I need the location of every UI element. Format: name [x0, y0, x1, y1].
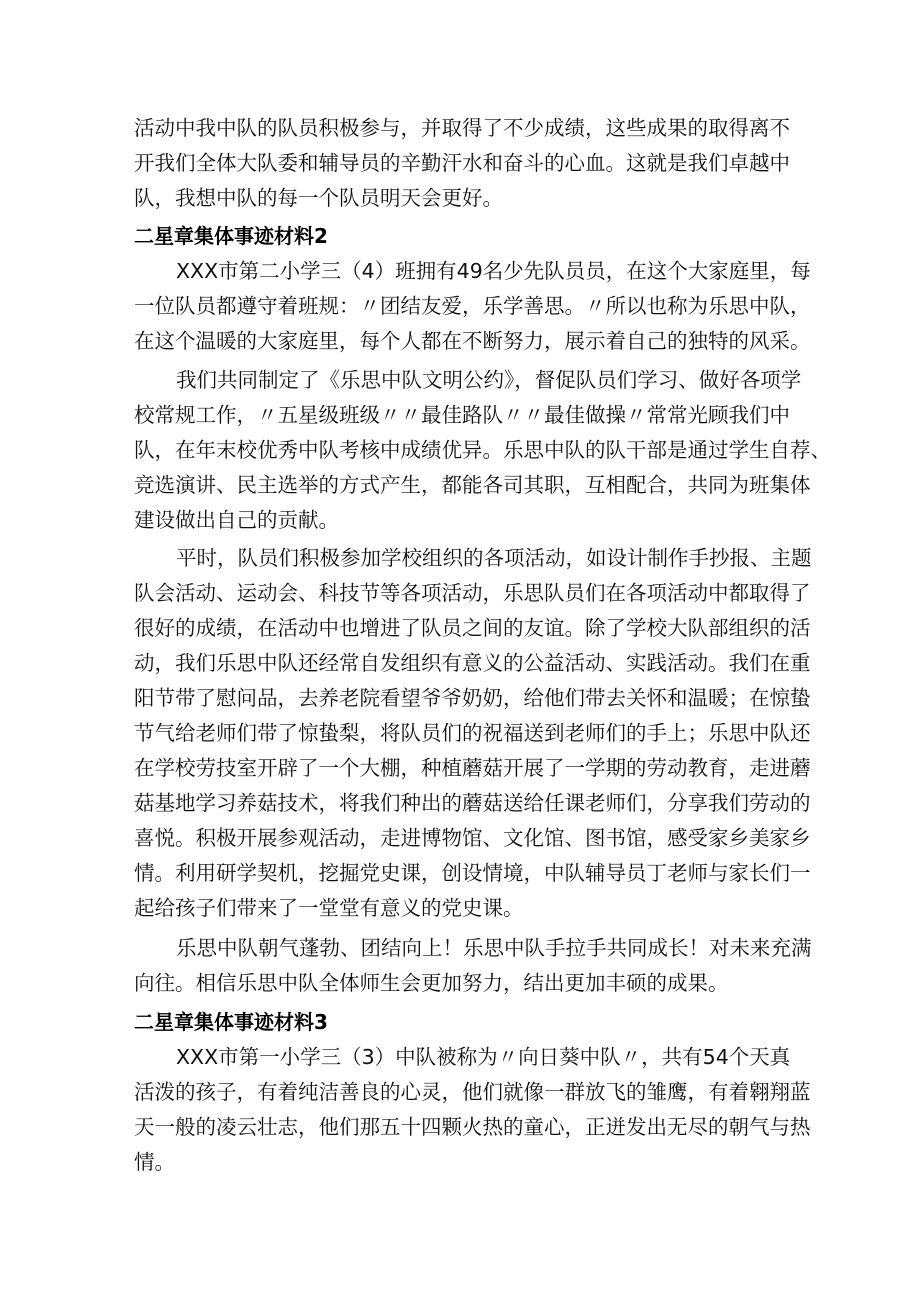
paragraph-line: 起给孩子们带来了一堂堂有意义的党史课。: [134, 896, 524, 920]
paragraph-line: 动，我们乐思中队还经常自发组织有意义的公益活动、实践活动。我们在重: [134, 651, 811, 675]
paragraph-line: 活动中我中队的队员积极参与，并取得了不少成绩，这些成果的取得离不: [134, 116, 790, 140]
paragraph-line: 竞选演讲、民主选举的方式产生，都能各司其职，互相配合，共同为班集体: [134, 473, 811, 497]
paragraph-line: 乐思中队朝气蓬勃、团结向上！乐思中队手拉手共同成长！对未来充满: [176, 936, 812, 960]
paragraph-line: 情。: [134, 1150, 175, 1174]
paragraph-line: XXX市第一小学三（3）中队被称为〃向日葵中队〃，共有54个天真: [176, 1045, 791, 1069]
paragraph-line: 阳节带了慰问品，去养老院看望爷爷奶奶，给他们带去关怀和温暖；在惊蛰: [134, 686, 811, 710]
paragraph-line: 我们共同制定了《乐思中队文明公约》，督促队员们学习、做好各项学: [176, 368, 802, 392]
paragraph-line: 开我们全体大队委和辅导员的辛勤汗水和奋斗的心血。这就是我们卓越中: [134, 151, 790, 175]
section-heading: 二星章集体事迹材料2: [134, 224, 328, 248]
paragraph-line: 向往。相信乐思中队全体师生会更加努力，结出更加丰硕的成果。: [134, 971, 729, 995]
paragraph-line: 活泼的孩子，有着纯洁善良的心灵，他们就像一群放飞的雏鹰，有着翱翔蓝: [134, 1080, 811, 1104]
paragraph-line: 一位队员都遵守着班规：〃团结友爱，乐学善思。〃所以也称为乐思中队，: [134, 294, 811, 318]
paragraph-line: 喜悦。积极开展参观活动，走进博物馆、文化馆、图书馆，感受家乡美家乡: [134, 826, 811, 850]
paragraph-line: 平时，队员们积极参加学校组织的各项活动，如设计制作手抄报、主题: [176, 546, 812, 570]
paragraph-line: 校常规工作，〃五星级班级〃〃最佳路队〃〃最佳做操〃常常光顾我们中: [134, 403, 790, 427]
paragraph-line: 队会活动、运动会、科技节等各项活动，乐思队员们在各项活动中都取得了: [134, 581, 811, 605]
paragraph-line: 天一般的凌云壮志，他们那五十四颗火热的童心，正迸发出无尽的朝气与热: [134, 1115, 811, 1139]
paragraph-line: 队，我想中队的每一个队员明天会更好。: [134, 186, 503, 210]
paragraph-line: 很好的成绩，在活动中也增进了队员之间的友谊。除了学校大队部组织的活: [134, 616, 811, 640]
paragraph-line: 建设做出自己的贡献。: [134, 508, 339, 532]
paragraph-line: XXX市第二小学三（4）班拥有49名少先队员员，在这个大家庭里，每: [176, 259, 811, 283]
paragraph-line: 在这个温暖的大家庭里，每个人都在不断努力，展示着自己的独特的风采。: [134, 329, 811, 353]
paragraph-line: 队，在年末校优秀中队考核中成绩优异。乐思中队的队干部是通过学生自荐、: [134, 438, 831, 462]
paragraph-line: 在学校劳技室开辟了一个大棚，种植蘑菇开展了一学期的劳动教育，走进蘑: [134, 756, 811, 780]
section-heading: 二星章集体事迹材料3: [134, 1010, 328, 1034]
paragraph-line: 节气给老师们带了惊蛰梨，将队员们的祝福送到老师们的手上；乐思中队还: [134, 721, 811, 745]
paragraph-line: 情。利用研学契机，挖掘党史课，创设情境，中队辅导员丁老师与家长们一: [134, 861, 811, 885]
paragraph-line: 菇基地学习养菇技术，将我们种出的蘑菇送给任课老师们，分享我们劳动的: [134, 791, 811, 815]
